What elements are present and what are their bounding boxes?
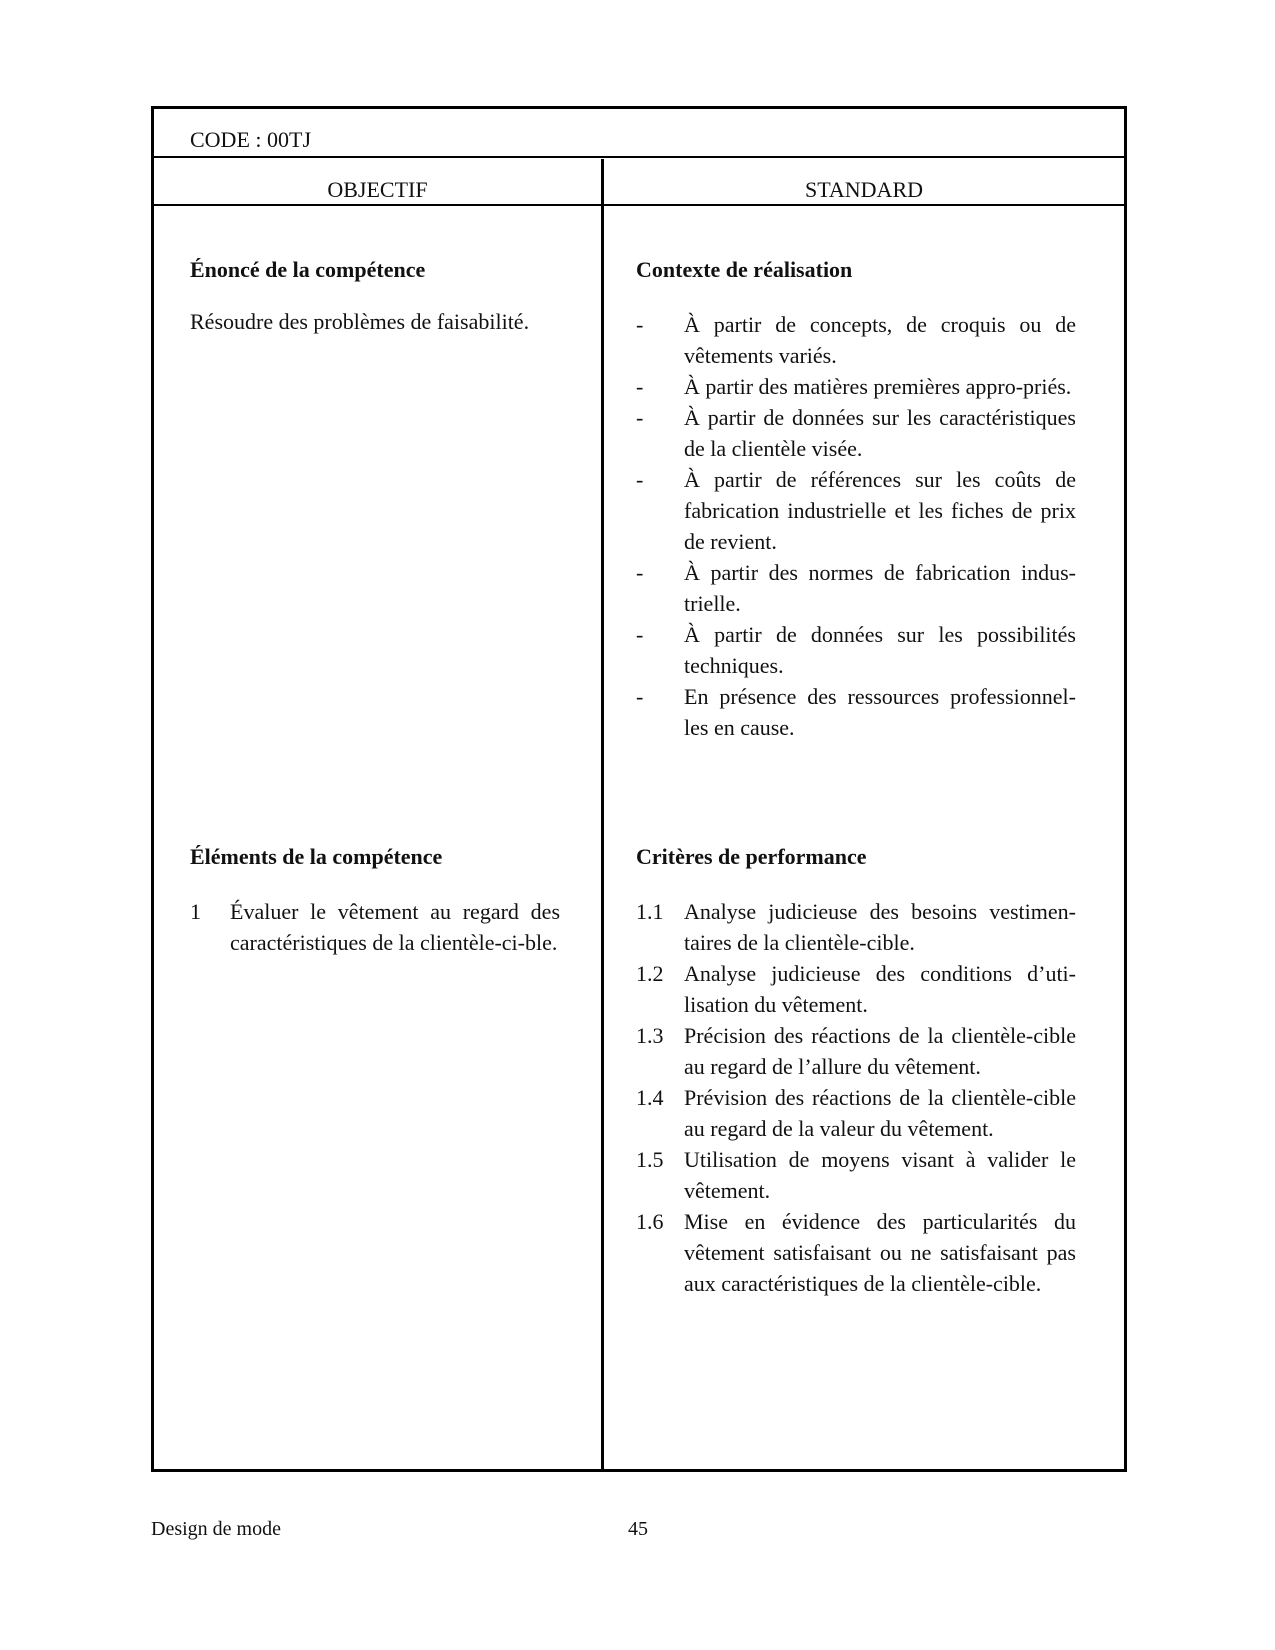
item-marker: 1.1: [636, 899, 664, 924]
item-marker: 1: [190, 899, 201, 924]
column-divider: [601, 159, 604, 1469]
item-marker: -: [636, 312, 644, 337]
footer-title: Design de mode: [151, 1518, 281, 1540]
list-item: [636, 619, 1076, 681]
list-item: [636, 371, 1076, 402]
item-marker: -: [636, 560, 644, 585]
item-marker: 1.2: [636, 961, 664, 986]
header-standard: STANDARD: [804, 177, 924, 202]
item-text: Analyse judicieuse des conditions d’uti-lisation du vêtement.: [684, 961, 1076, 1017]
page-number: 45: [628, 1518, 648, 1540]
list-item: [636, 958, 1076, 1020]
list-item: [190, 896, 560, 958]
item-text: Mise en évidence des particularités du vêtement satisfaisant ou ne satisfaisant pas aux caractéristiques de la clientèle-cible.: [684, 1209, 1076, 1296]
list-item: [636, 896, 1076, 958]
contexte-title: Contexte de réalisation: [636, 257, 853, 282]
list-item: [636, 1082, 1076, 1144]
item-marker: 1.5: [636, 1147, 664, 1172]
competency-table: [151, 106, 1127, 1472]
item-marker: 1.6: [636, 1209, 664, 1234]
item-text: À partir de références sur les coûts de fabrication industrielle et les fiches de prix de revient.: [684, 467, 1076, 554]
list-item: [636, 402, 1076, 464]
item-text: Analyse judicieuse des besoins vestimen-taires de la clientèle-cible.: [684, 899, 1076, 955]
header-objectif: OBJECTIF: [327, 177, 428, 202]
list-item: [636, 1144, 1076, 1206]
item-text: Prévision des réactions de la clientèle-cible au regard de la valeur du vêtement.: [684, 1085, 1076, 1141]
elements-title: Éléments de la compétence: [190, 844, 443, 869]
item-text: À partir de concepts, de croquis ou de vêtements variés.: [684, 312, 1076, 368]
item-marker: 1.3: [636, 1023, 664, 1048]
item-text: À partir des normes de fabrication indus-trielle.: [684, 560, 1076, 616]
item-marker: -: [636, 374, 644, 399]
item-text: Évaluer le vêtement au regard des caractéristiques de la clientèle-ci-ble.: [230, 899, 560, 955]
item-marker: -: [636, 405, 644, 430]
criteres-title: Critères de performance: [636, 844, 867, 869]
item-text: Précision des réactions de la clientèle-cible au regard de l’allure du vêtement.: [684, 1023, 1076, 1079]
item-marker: -: [636, 622, 644, 647]
list-item: [636, 1206, 1076, 1299]
list-item: [636, 681, 1076, 743]
item-marker: -: [636, 467, 644, 492]
item-marker: 1.4: [636, 1085, 664, 1110]
item-marker: -: [636, 684, 644, 709]
item-text: Utilisation de moyens visant à valider le vêtement.: [684, 1147, 1076, 1203]
list-item: [636, 1020, 1076, 1082]
enonce-title: Énoncé de la compétence: [190, 257, 426, 282]
item-text: À partir de données sur les caractéristiques de la clientèle visée.: [684, 405, 1076, 461]
list-item: [636, 309, 1076, 371]
divider: [154, 156, 1124, 158]
code-label: CODE : 00TJ: [190, 127, 311, 152]
item-text: En présence des ressources professionnel-les en cause.: [684, 684, 1076, 740]
divider: [154, 204, 1124, 206]
list-item: [636, 557, 1076, 619]
list-item: [636, 464, 1076, 557]
enonce-text: Résoudre des problèmes de faisabilité.: [190, 309, 530, 334]
item-text: À partir de données sur les possibilités techniques.: [684, 622, 1076, 678]
item-text: À partir des matières premières appro-priés.: [684, 374, 1072, 399]
